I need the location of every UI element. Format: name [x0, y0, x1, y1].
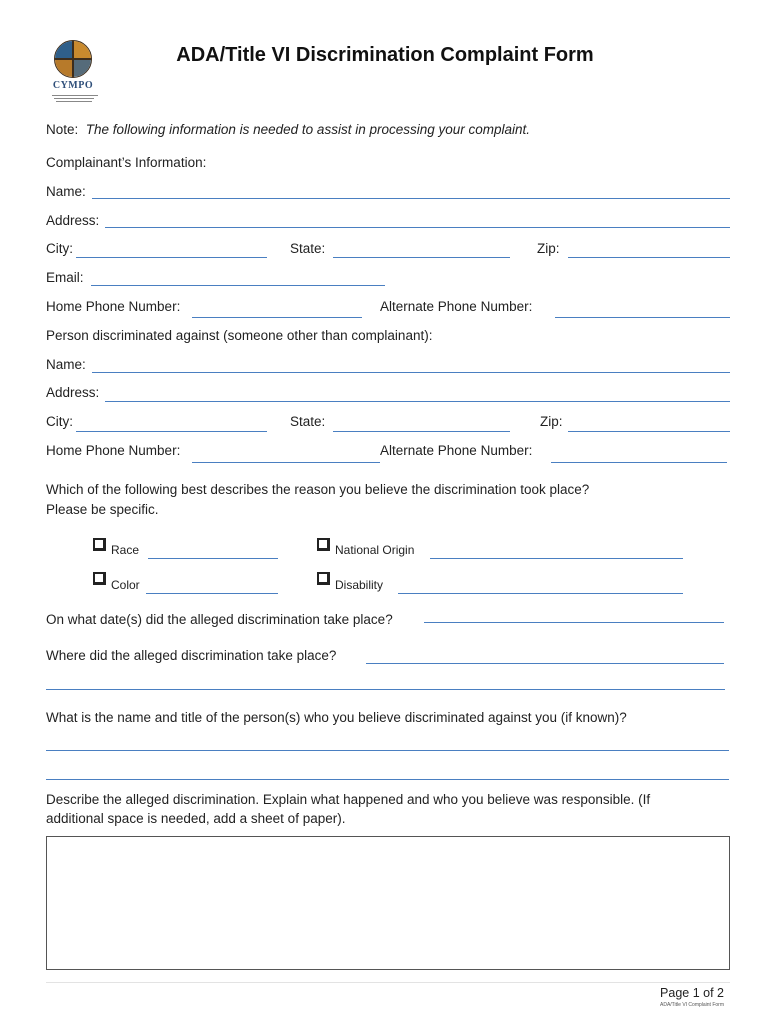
- other-alt-phone-field[interactable]: [551, 462, 727, 463]
- disability-detail-field[interactable]: [398, 593, 683, 594]
- disability-checkbox[interactable]: [317, 572, 330, 585]
- describe-instructions: Describe the alleged discrimination. Explain what happened and who you believe was responsible. (If: [46, 792, 651, 807]
- reason-question-continued: Please be specific.: [46, 502, 159, 517]
- complainant-email-label: Email:: [46, 270, 84, 285]
- race-label: Race: [111, 543, 140, 557]
- other-name-field[interactable]: [92, 372, 730, 373]
- date-field[interactable]: [424, 622, 724, 623]
- reason-question: Which of the following best describes the reason you believe the discrimination took place?: [46, 482, 590, 497]
- complainant-address-label: Address:: [46, 213, 100, 228]
- complainant-email-field[interactable]: [91, 285, 385, 286]
- place-field[interactable]: [366, 663, 724, 664]
- national-origin-checkbox[interactable]: [317, 538, 330, 551]
- page-number: Page 1 of 2: [660, 986, 724, 1000]
- complainant-alt-phone-field[interactable]: [555, 317, 730, 318]
- description-textarea[interactable]: [46, 836, 730, 970]
- complainant-home-phone-label: Home Phone Number:: [46, 299, 181, 314]
- complainant-home-phone-field[interactable]: [192, 317, 362, 318]
- other-zip-field[interactable]: [568, 431, 730, 432]
- complainant-zip-label: Zip:: [537, 241, 560, 256]
- logo-tagline-line: [52, 95, 98, 96]
- other-alt-phone-label: Alternate Phone Number:: [380, 443, 533, 458]
- color-detail-field[interactable]: [146, 593, 278, 594]
- color-checkbox[interactable]: [93, 572, 106, 585]
- place-question: Where did the alleged discrimination take place?: [46, 648, 337, 663]
- other-person-heading: Person discriminated against (someone other than complainant):: [46, 328, 433, 343]
- describe-instructions-continued: additional space is needed, add a sheet of paper).: [46, 811, 346, 826]
- other-state-label: State:: [290, 414, 326, 429]
- footer-divider: [46, 982, 730, 983]
- form-title: ADA/Title VI Discrimination Complaint Form: [176, 44, 594, 66]
- other-zip-label: Zip:: [540, 414, 563, 429]
- logo-text: CYMPO: [52, 80, 94, 91]
- complainant-name-field[interactable]: [92, 198, 730, 199]
- place-field-continued[interactable]: [46, 689, 725, 690]
- other-address-field[interactable]: [105, 401, 730, 402]
- complainant-address-field[interactable]: [105, 227, 730, 228]
- complainant-state-field[interactable]: [333, 257, 510, 258]
- other-home-phone-label: Home Phone Number:: [46, 443, 181, 458]
- other-name-label: Name:: [46, 357, 86, 372]
- complainant-name-label: Name:: [46, 184, 86, 199]
- national-origin-detail-field[interactable]: [430, 558, 683, 559]
- note: [46, 122, 530, 138]
- complainant-state-label: State:: [290, 241, 326, 256]
- complainant-alt-phone-label: Alternate Phone Number:: [380, 299, 533, 314]
- other-city-label: City:: [46, 414, 73, 429]
- complainant-heading: Complainant’s Information:: [46, 155, 207, 170]
- national-origin-label: National Origin: [335, 543, 415, 557]
- person-field[interactable]: [46, 750, 729, 751]
- complainant-city-field[interactable]: [76, 257, 267, 258]
- logo-tagline-line: [54, 98, 94, 99]
- color-label: Color: [111, 578, 140, 592]
- footer-subtitle: ADA/Title VI Complaint Form: [660, 1002, 724, 1008]
- race-checkbox[interactable]: [93, 538, 106, 551]
- date-question: On what date(s) did the alleged discrimination take place?: [46, 612, 393, 627]
- complainant-city-label: City:: [46, 241, 73, 256]
- note-text: The following information is needed to assist in processing your complaint.: [85, 122, 531, 137]
- other-address-label: Address:: [46, 385, 100, 400]
- note-label: Note:: [46, 122, 79, 137]
- other-home-phone-field[interactable]: [192, 462, 380, 463]
- race-detail-field[interactable]: [148, 558, 278, 559]
- complainant-zip-field[interactable]: [568, 257, 730, 258]
- disability-label: Disability: [335, 578, 384, 592]
- person-question: What is the name and title of the person(s) who you believe discriminated against you (if known)?: [46, 710, 627, 725]
- person-field-continued[interactable]: [46, 779, 729, 780]
- other-state-field[interactable]: [333, 431, 510, 432]
- logo-tagline-line: [56, 101, 92, 102]
- other-city-field[interactable]: [76, 431, 267, 432]
